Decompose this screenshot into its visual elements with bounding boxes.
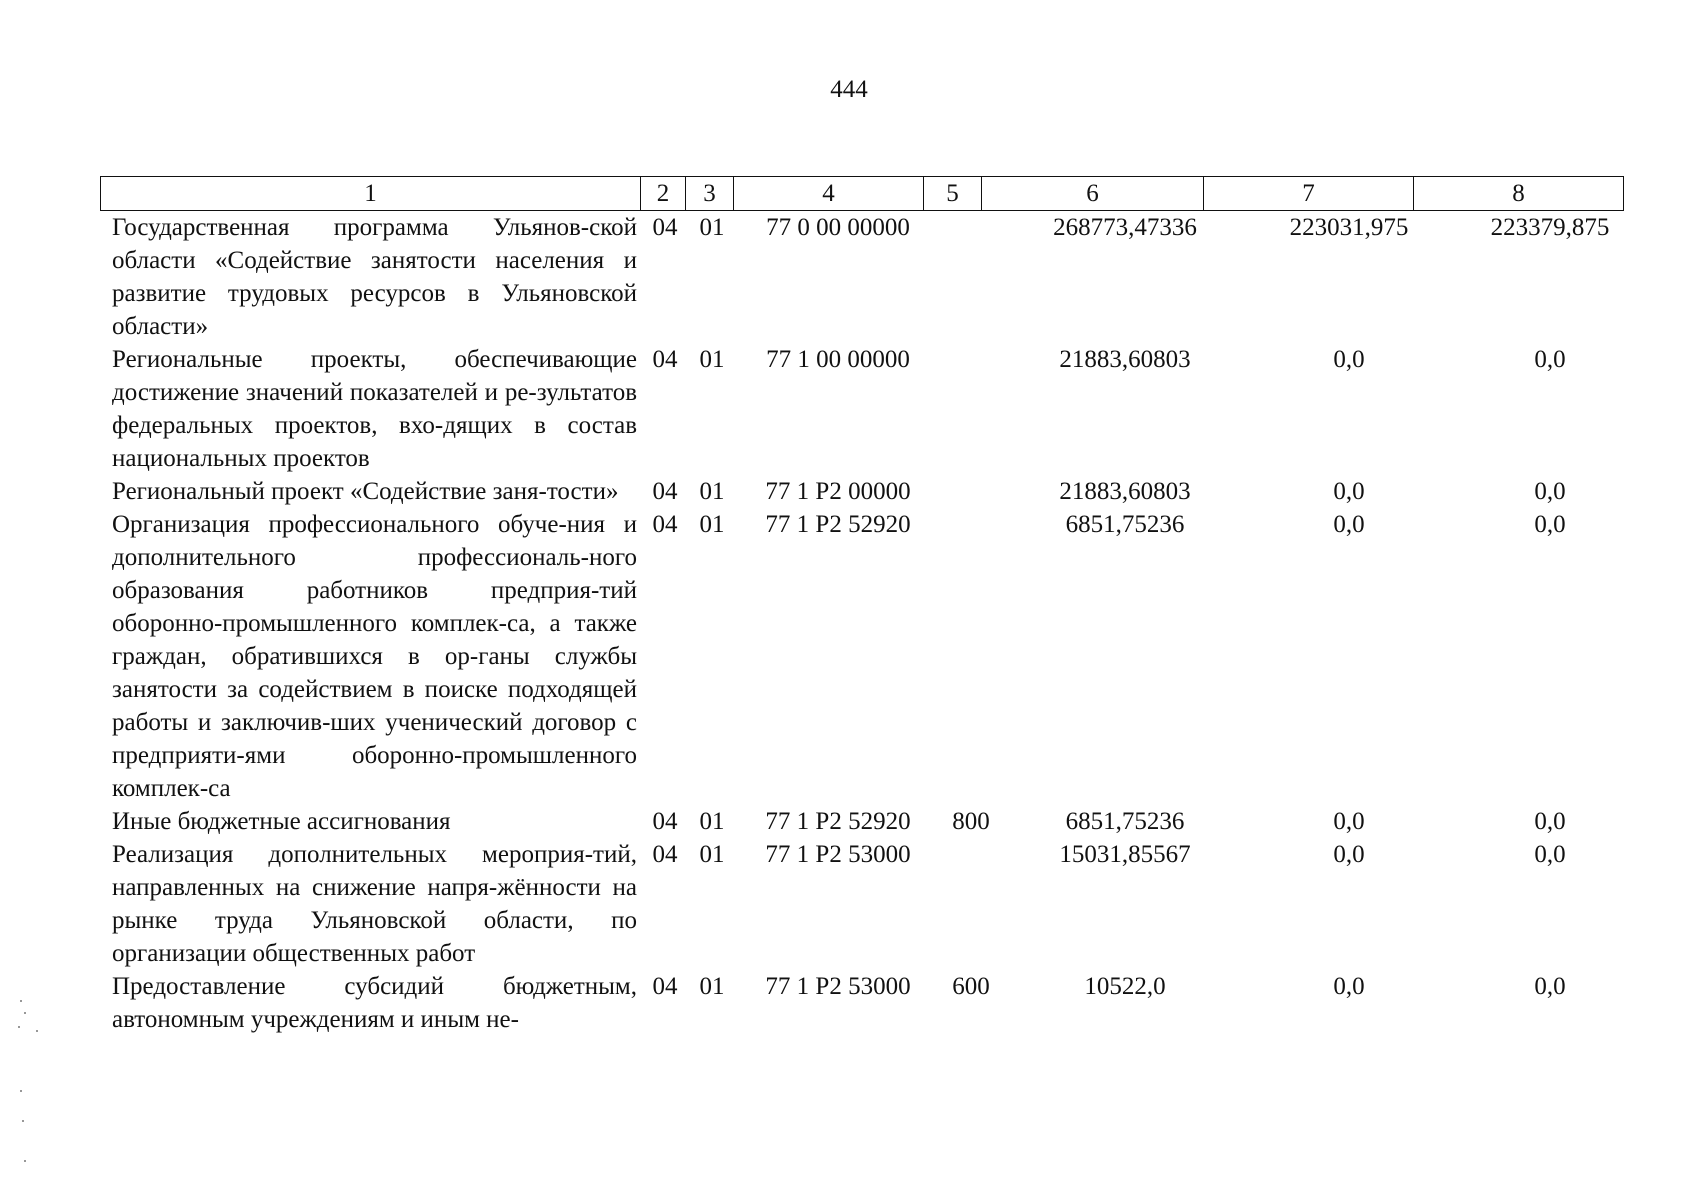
row-amount-col8: 0,0 [1534, 841, 1566, 868]
row-target-code: 77 1 Р2 52920 [765, 808, 911, 835]
row-amount-col7: 0,0 [1333, 346, 1365, 373]
row-target-code: 77 1 Р2 00000 [765, 478, 911, 505]
row-subsection-code: 01 [699, 214, 725, 241]
row-amount-col8: 0,0 [1534, 511, 1566, 538]
row-amount-col7: 0,0 [1333, 511, 1365, 538]
table-row [100, 211, 1610, 343]
row-amount-col7: 0,0 [1333, 973, 1365, 1000]
header-col-2: 2 [641, 177, 686, 211]
row-amount-col6: 6851,75236 [1065, 511, 1185, 538]
row-target-code: 77 1 Р2 53000 [765, 841, 911, 868]
row-description: Реализация дополнительных мероприя-тий, направленных на снижение напря-жённости на рынке труда Ульяновской области, по организации общественных работ [112, 841, 637, 967]
row-expense-type: 600 [952, 973, 990, 1000]
row-section-code: 04 [652, 478, 678, 505]
row-subsection-code: 01 [699, 841, 725, 868]
row-section-code: 04 [652, 841, 678, 868]
scan-speck [22, 1120, 24, 1122]
row-section-code: 04 [652, 511, 678, 538]
row-amount-col6: 6851,75236 [1065, 808, 1185, 835]
table-row [100, 970, 1605, 1036]
row-section-code: 04 [652, 346, 678, 373]
table-row [100, 475, 1605, 508]
row-subsection-code: 01 [699, 973, 725, 1000]
scan-speck [24, 1160, 26, 1162]
row-description: Региональные проекты, обеспечивающие достижение значений показателей и ре-зультатов федеральных проектов, вхо-дящих в состав национальных проектов [112, 346, 637, 472]
table-row [100, 343, 1605, 475]
row-amount-col6: 10522,0 [1084, 973, 1166, 1000]
page-number: 444 [830, 76, 868, 103]
table-row [100, 508, 1605, 805]
row-subsection-code: 01 [699, 808, 725, 835]
table-header [100, 176, 1624, 211]
row-target-code: 77 0 00 00000 [766, 214, 910, 241]
row-amount-col7: 0,0 [1333, 478, 1365, 505]
row-amount-col8: 0,0 [1534, 346, 1566, 373]
header-col-5: 5 [924, 177, 982, 211]
row-target-code: 77 1 Р2 52920 [765, 511, 911, 538]
row-target-code: 77 1 00 00000 [766, 346, 910, 373]
row-amount-col6: 268773,47336 [1053, 214, 1197, 241]
row-amount-col6: 21883,60803 [1059, 478, 1191, 505]
scan-speck [24, 1012, 26, 1014]
row-description: Государственная программа Ульянов-ской области «Содействие занятости населения и развитие трудовых ресурсов в Ульяновской области» [112, 214, 637, 340]
row-amount-col8: 0,0 [1534, 808, 1566, 835]
table-row [100, 805, 1605, 838]
header-col-3: 3 [686, 177, 734, 211]
row-amount-col6: 15031,85567 [1059, 841, 1191, 868]
row-description: Предоставление субсидий бюджетным, автономным учреждениям и иным не- [112, 973, 637, 1033]
row-subsection-code: 01 [699, 511, 725, 538]
row-subsection-code: 01 [699, 346, 725, 373]
scan-speck [18, 1026, 20, 1028]
row-section-code: 04 [652, 808, 678, 835]
row-amount-col8: 0,0 [1534, 478, 1566, 505]
row-section-code: 04 [652, 214, 678, 241]
row-subsection-code: 01 [699, 478, 725, 505]
row-description: Региональный проект «Содействие заня-тости» [112, 478, 619, 505]
header-col-7: 7 [1204, 177, 1414, 211]
row-amount-col7: 0,0 [1333, 808, 1365, 835]
scan-speck [20, 1090, 22, 1092]
scan-speck [20, 1000, 22, 1002]
row-amount-col8: 0,0 [1534, 973, 1566, 1000]
row-target-code: 77 1 Р2 53000 [765, 973, 911, 1000]
table-body [100, 211, 1610, 1036]
header-row [101, 177, 1624, 211]
row-expense-type: 800 [952, 808, 990, 835]
header-col-8: 8 [1414, 177, 1624, 211]
row-amount-col6: 21883,60803 [1059, 346, 1191, 373]
header-col-4: 4 [734, 177, 924, 211]
row-section-code: 04 [652, 973, 678, 1000]
header-col-1: 1 [101, 177, 641, 211]
scan-speck [36, 1030, 38, 1032]
row-amount-col8: 223379,875 [1490, 214, 1610, 241]
header-col-6: 6 [982, 177, 1204, 211]
row-amount-col7: 223031,975 [1289, 214, 1409, 241]
row-description: Иные бюджетные ассигнования [112, 808, 451, 835]
row-amount-col7: 0,0 [1333, 841, 1365, 868]
table-row [100, 838, 1605, 970]
row-description: Организация профессионального обуче-ния и дополнительного профессиональ-ного образования работников предприя-тий оборонно-промышленного комплек-са, а также граждан, обратившихся в ор-ганы службы занятости за содействием в поиске подходящей работы и заключив-ших ученический договор с предприяти-ями оборонно-промышленного комплек-са [112, 511, 637, 802]
